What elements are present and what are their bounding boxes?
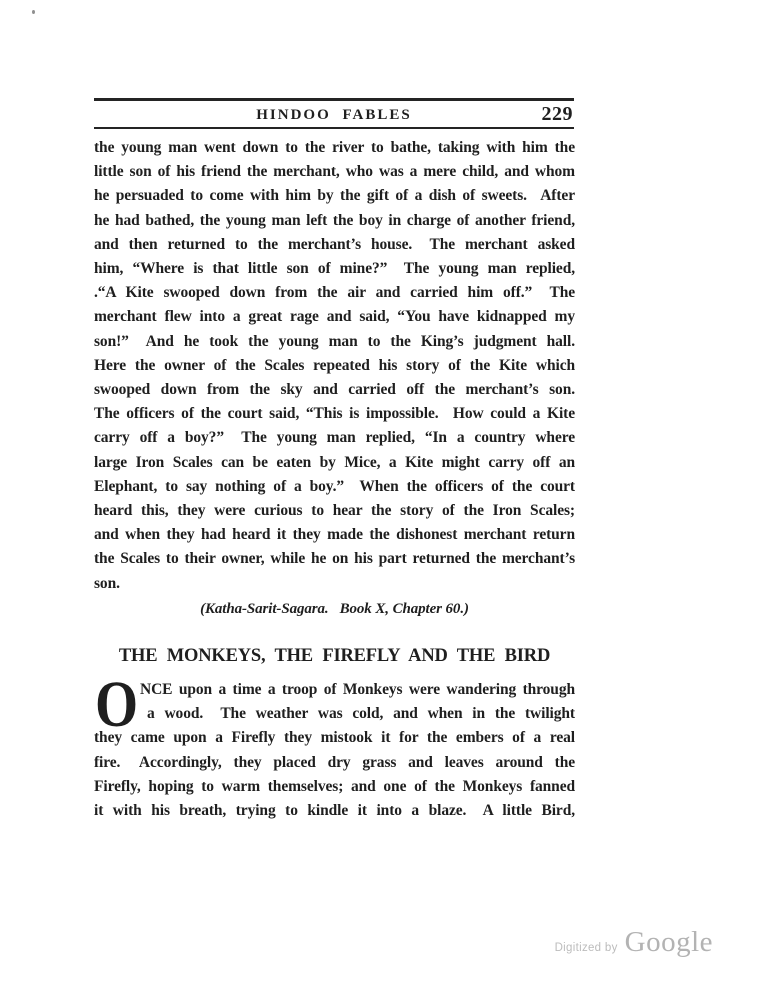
text-line: NCE upon a time a troop of Monkeys were wandering through: [140, 681, 575, 698]
citation-line: (Katha-Sarit-Sagara. Book X, Chapter 60.): [200, 601, 469, 617]
text-line: little son of his friend the merchant, who was a mere child, and whom: [94, 163, 575, 181]
digitized-by-text: Digitized by: [554, 942, 618, 954]
text-line: large Iron Scales can be eaten by Mice, a Kite might carry off an: [94, 453, 575, 471]
text-line: a wood. The weather was cold, and when in the twilight: [147, 705, 575, 723]
watermark: [555, 926, 713, 959]
text-line: Elephant, to say nothing of a boy.” When the officers of the court: [94, 477, 575, 495]
paragraph-kite-story: [94, 136, 575, 596]
running-header: [94, 105, 574, 125]
text-line: The officers of the court said, “This is impossible. How could a Kite: [94, 405, 575, 423]
text-line: the Scales to their owner, while he on his part returned the merchant’s: [94, 550, 575, 568]
text-line: carry off a boy?” The young man replied, “In a country where: [94, 429, 575, 447]
drop-cap-letter: O: [95, 668, 139, 741]
text-line: he had bathed, the young man left the boy in charge of another friend,: [94, 211, 575, 229]
text-line: he persuaded to come with him by the gift of a dish of sweets. After: [94, 187, 575, 205]
text-line: and then returned to the merchant’s house. The merchant asked: [94, 235, 575, 253]
text-line: it with his breath, trying to kindle it into a blaze. A little Bird,: [94, 802, 575, 820]
text-line: the young man went down to the river to bathe, taking with him the: [94, 139, 575, 156]
text-line: son!” And he took the young man to the King’s judgment hall.: [94, 332, 575, 350]
text-line: they came upon a Firefly they mistook it for the embers of a real: [94, 729, 575, 747]
header-rule-bottom: [94, 127, 574, 129]
google-logo: Google: [624, 926, 713, 958]
text-line: swooped down from the sky and carried off the merchant’s son.: [94, 381, 575, 399]
page-number: 229: [541, 103, 573, 125]
text-line: son.: [94, 574, 120, 592]
text-line: and when they had heard it they made the dishonest merchant return: [94, 526, 575, 544]
scan-speck: [32, 10, 35, 14]
text-line: fire. Accordingly, they placed dry grass and leaves around the: [94, 753, 575, 771]
text-line: him, “Where is that little son of mine?” The young man replied,: [94, 260, 575, 278]
text-line: heard this, they were curious to hear the story of the Iron Scales;: [94, 502, 575, 520]
text-line: .“A Kite swooped down from the air and carried him off.” The: [94, 284, 575, 302]
running-title: HINDOO FABLES: [256, 107, 412, 123]
paragraph-monkeys-intro: [94, 668, 575, 823]
section-heading: THE MONKEYS, THE FIREFLY AND THE BIRD: [118, 646, 551, 666]
text-line: merchant flew into a great rage and said, “You have kidnapped my: [94, 308, 575, 326]
text-line: Firefly, hoping to warm themselves; and one of the Monkeys fanned: [94, 777, 575, 795]
header-rule-top: [94, 98, 574, 101]
text-line: Here the owner of the Scales repeated his story of the Kite which: [94, 356, 575, 374]
